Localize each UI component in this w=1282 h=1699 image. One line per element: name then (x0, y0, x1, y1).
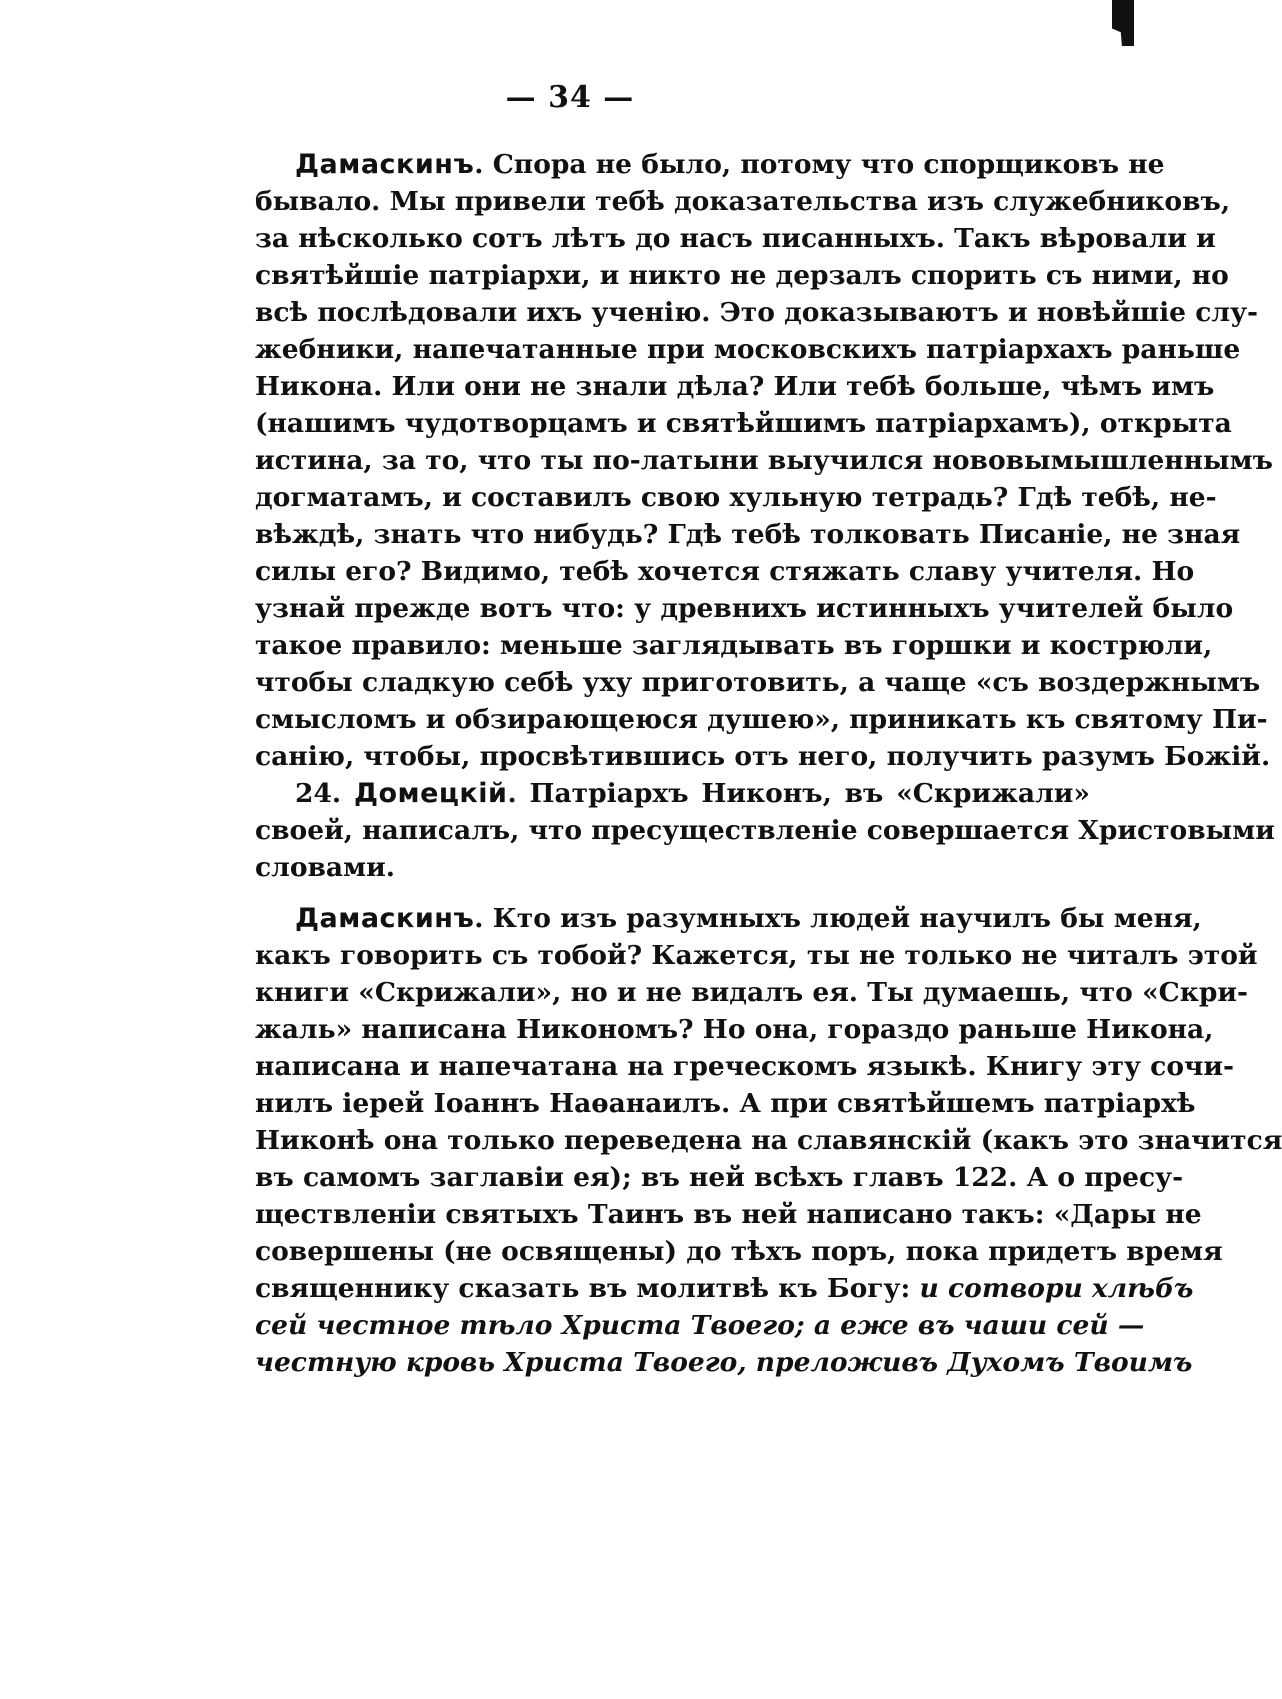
text-line: Дамаскинъ. Кто изъ разумныхъ людей научилъ бы меня, (295, 903, 1202, 934)
page-number: — 34 — (505, 80, 635, 115)
text-line: вѣждѣ, знать что нибудь? Гдѣ тебѣ толковать Писаніе, не зная (255, 519, 1241, 550)
text-line: словами. (255, 852, 395, 883)
paragraph (255, 900, 1282, 1381)
paragraph-number: 24. (295, 778, 342, 809)
text-line: жебники, напечатанные при московскихъ патріархахъ раньше (255, 334, 1241, 365)
text-line: святѣйшіе патріархи, и никто не дерзалъ спорить съ ними, но (255, 260, 1229, 291)
text-line: узнай прежде вотъ что: у древнихъ истинныхъ учителей было (255, 593, 1234, 624)
italic-quote: и сотвори хлѣбъ (919, 1273, 1194, 1304)
text-line: Дамаскинъ. Спора не было, потому что спорщиковъ не (295, 149, 1165, 180)
text-line: ществленіи святыхъ Таинъ въ ней написано такъ: «Дары не (255, 1199, 1202, 1230)
text-line: жаль» написана Никономъ? Но она, гораздо раньше Никона, (255, 1014, 1214, 1045)
text-line: сей честное тѣло Христа Твоего; а еже въ чаши сей — (255, 1310, 1145, 1341)
text-line: Никонѣ она только переведена на славянскій (какъ это значится (255, 1125, 1282, 1156)
text-line: (нашимъ чудотворцамъ и святѣйшимъ патріархамъ), открыта (255, 408, 1232, 439)
text-line: всѣ послѣдовали ихъ ученію. Это доказываютъ и новѣйшіе слу- (255, 297, 1259, 328)
text-line: чтобы сладкую себѣ уху приготовить, а чаще «съ воздержнымъ (255, 667, 1261, 698)
speaker-name: Дамаскинъ (295, 903, 475, 934)
text-line: честную кровь Христа Твоего, преложивъ Духомъ Твоимъ (255, 1347, 1193, 1378)
text-line: за нѣсколько сотъ лѣтъ до насъ писанныхъ. Такъ вѣровали и (255, 223, 1216, 254)
page-edge-mark (1112, 0, 1134, 46)
text-line: священнику сказать въ молитвѣ къ Богу: и сотвори хлѣбъ (255, 1273, 1194, 1304)
text-line: книги «Скрижали», но и не видалъ ея. Ты думаешь, что «Скри- (255, 977, 1249, 1008)
text-line: какъ говорить съ тобой? Кажется, ты не только не читалъ этой (255, 940, 1258, 971)
text-line: нилъ іерей Іоаннъ Наѳанаилъ. А при святѣйшемъ патріархѣ (255, 1088, 1196, 1119)
paragraph (255, 775, 1275, 886)
text-line: истина, за то, что ты по-латыни выучился нововымышленнымъ (255, 445, 1273, 476)
text-line: смысломъ и обзирающеюся душею», приникать къ святому Пи- (255, 704, 1268, 735)
text-line: совершены (не освящены) до тѣхъ поръ, пока придетъ время (255, 1236, 1223, 1267)
text-line: своей, написалъ, что пресуществленіе совершается Христовыми (255, 815, 1275, 846)
text-line: въ самомъ заглавіи ея); въ ней всѣхъ главъ 122. А о пресу- (255, 1162, 1184, 1193)
speaker-name: Дамаскинъ (295, 149, 475, 180)
text-line: силы его? Видимо, тебѣ хочется стяжать славу учителя. Но (255, 556, 1195, 587)
text-line: 24. Домецкій. Патріархъ Никонъ, въ «Скрижали» (295, 778, 1090, 809)
text-line: такое правило: меньше заглядывать въ горшки и кострюли, (255, 630, 1213, 661)
speaker-name: Домецкій (353, 778, 508, 809)
body-text (255, 146, 1282, 1381)
paragraph (255, 146, 1273, 775)
text-line: догматамъ, и составилъ свою хульную тетрадь? Гдѣ тебѣ, не- (255, 482, 1217, 513)
text-line: Никона. Или они не знали дѣла? Или тебѣ больше, чѣмъ имъ (255, 371, 1215, 402)
text-line: написана и напечатана на греческомъ языкѣ. Книгу эту сочи- (255, 1051, 1235, 1082)
text-line: санію, чтобы, просвѣтившись отъ него, получить разумъ Божій. (255, 741, 1271, 772)
paragraph-gap (255, 886, 1090, 900)
text-line: бывало. Мы привели тебѣ доказательства изъ служебниковъ, (255, 186, 1231, 217)
